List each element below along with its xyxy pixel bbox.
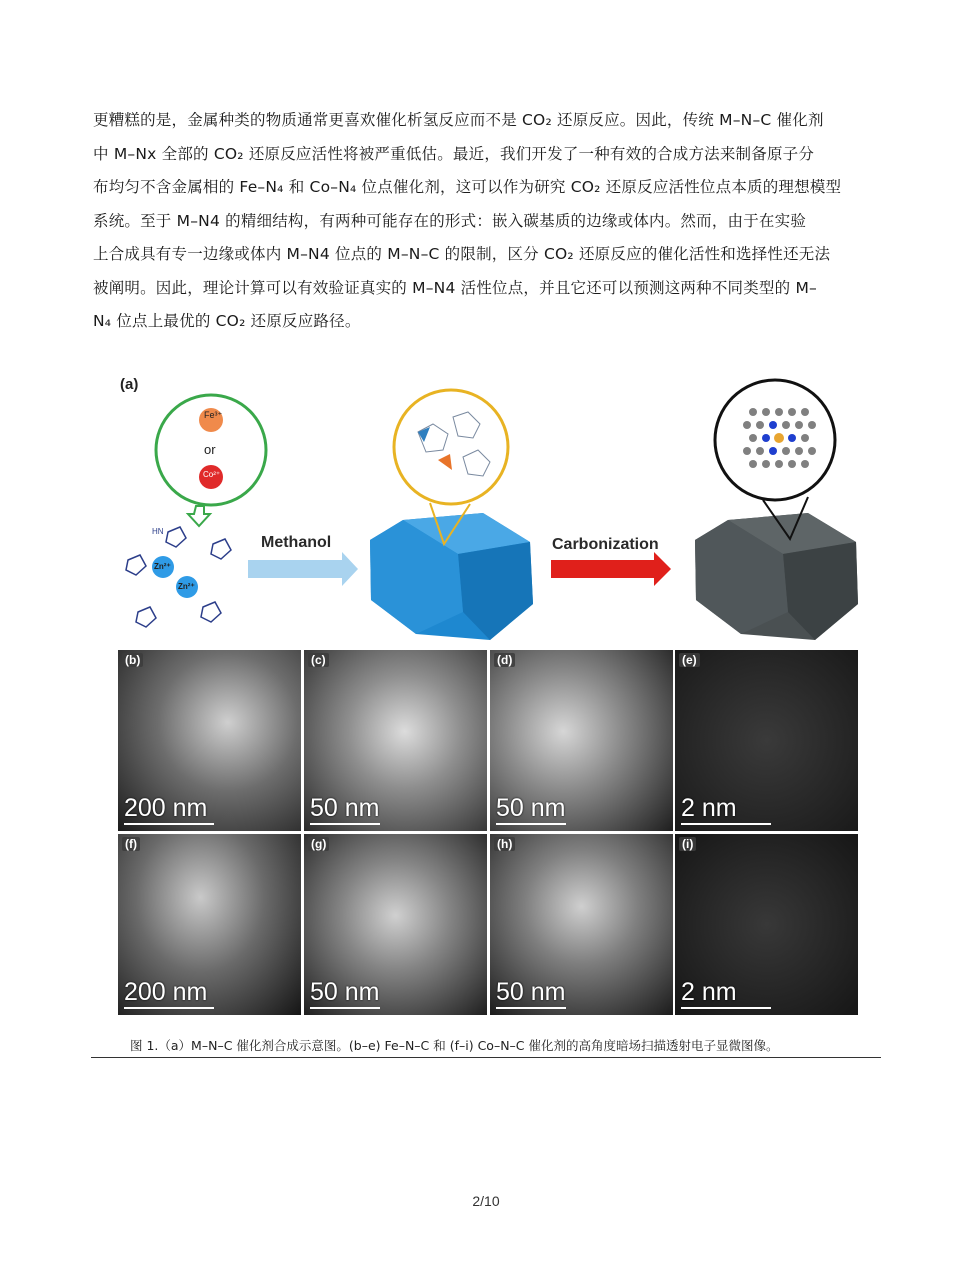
scale-text: 2 nm [681, 978, 737, 1006]
micrograph-e [675, 650, 858, 831]
micrograph-b [118, 650, 301, 831]
scale-bar [681, 823, 771, 825]
panel-e-label: (e) [679, 653, 700, 667]
panel-d-label: (d) [494, 653, 515, 667]
panel-f-label: (f) [122, 837, 140, 851]
scale-text: 50 nm [310, 794, 380, 822]
panel-b-label: (b) [122, 653, 143, 667]
paragraph-line: 系统。至于 M–N4 的精细结构，有两种可能存在的形式：嵌入碳基质的边缘或体内。然而，由于在实验 [93, 211, 807, 230]
scale-bar [310, 1007, 380, 1009]
or-label: or [204, 442, 216, 457]
body-paragraph [93, 104, 881, 339]
yellow-zoom-circle [394, 390, 508, 504]
page-number: 2/10 [472, 1193, 500, 1209]
green-arrow-icon [188, 506, 210, 526]
scale-bar [496, 823, 566, 825]
panel-h-label: (h) [494, 837, 515, 851]
paragraph-line: 上合成具有专一边缘或体内 M–N4 位点的 M–N–C 的限制，区分 CO₂ 还原反应的催化活性和选择性还无法 [93, 245, 831, 263]
panel-c-label: (c) [308, 653, 329, 667]
carbonized-crystal-dark [695, 513, 858, 640]
zn-ion-label: Zn²⁺ [178, 582, 195, 591]
methanol-label: Methanol [261, 534, 332, 551]
micrograph-d [490, 650, 673, 831]
micrograph-g [304, 834, 487, 1015]
panel-g-label: (g) [308, 837, 329, 851]
scale-text: 2 nm [681, 794, 737, 822]
paragraph-line: N₄ 位点上最优的 CO₂ 还原反应路径。 [93, 312, 361, 330]
co-ion-label: Co²⁺ [203, 470, 221, 479]
scale-bar [310, 823, 380, 825]
paragraph-line: 更糟糕的是，金属种类的物质通常更喜欢催化析氢反应而不是 CO₂ 还原反应。因此，传统 M–N–C 催化剂 [93, 111, 824, 129]
carbonization-label: Carbonization [552, 536, 659, 553]
metal-center-atom [774, 433, 784, 443]
paragraph-line: 布均匀不含金属相的 Fe–N₄ 和 Co–N₄ 位点催化剂，这可以作为研究 CO₂ 还原反应活性位点本质的理想模型 [93, 178, 842, 196]
figure-caption: 图 1.（a）M–N–C 催化剂合成示意图。(b–e) Fe–N–C 和 (f–i) Co–N–C 催化剂的高角度暗场扫描透射电子显微图像。 [130, 1038, 779, 1053]
caption-rule [91, 1057, 881, 1058]
methanol-arrow-icon [248, 552, 358, 586]
imidazole-molecules [126, 527, 231, 627]
paragraph-line: 被阐明。因此，理论计算可以有效验证真实的 M–N4 活性位点，并且它还可以预测这两种不同类型的 M– [93, 278, 817, 297]
zn-ion-label: Zn²⁺ [154, 562, 171, 571]
micrograph-i [675, 834, 858, 1015]
scale-text: 200 nm [124, 794, 208, 822]
scale-bar [124, 1007, 214, 1009]
micrograph-f [118, 834, 301, 1015]
micrograph-c [304, 650, 487, 831]
scale-text: 50 nm [496, 978, 566, 1006]
micrograph-h [490, 834, 673, 1015]
scale-bar [124, 823, 214, 825]
scale-bar [681, 1007, 771, 1009]
hn-label: HN [152, 527, 164, 536]
carbonization-arrow-icon [551, 552, 671, 586]
schematic-graphic [118, 372, 858, 647]
scale-text: 50 nm [496, 794, 566, 822]
scale-bar [496, 1007, 566, 1009]
scale-text: 50 nm [310, 978, 380, 1006]
panel-a-label: (a) [120, 376, 139, 393]
paragraph-line: 中 M–Nx 全部的 CO₂ 还原反应活性将被严重低估。最近，我们开发了一种有效的合成方法来制备原子分 [93, 144, 815, 163]
figure-1 [118, 372, 858, 1017]
panel-a-schematic [118, 372, 858, 647]
scale-text: 200 nm [124, 978, 208, 1006]
panel-i-label: (i) [679, 837, 696, 851]
fe-ion-label: Fe³⁺ [204, 410, 223, 420]
microscopy-grid [118, 650, 858, 1017]
